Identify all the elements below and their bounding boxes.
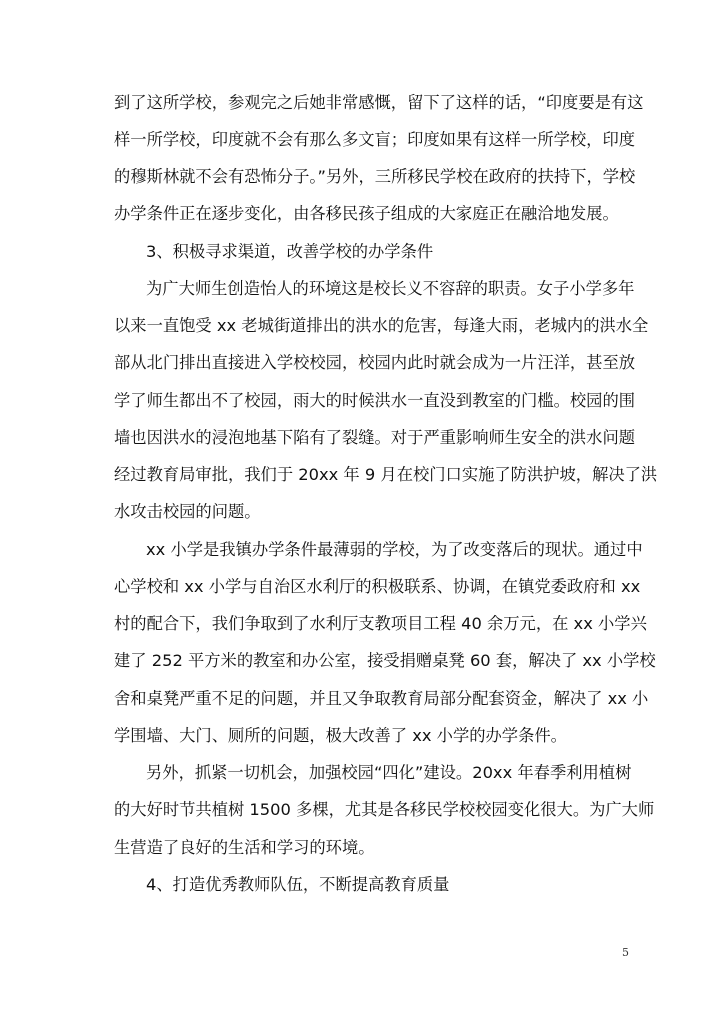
text-line: 村的配合下，我们争取到了水利厅支教项目工程 40 余万元，在 xx 小学兴	[114, 614, 647, 633]
text-line: 经过教育局审批，我们于 20xx 年 9 月在校门口实施了防洪护坡，解决了洪	[114, 465, 658, 484]
text-line: 到了这所学校，参观完之后她非常感慨，留下了这样的话，“印度要是有这	[114, 93, 644, 112]
text-line: 以来一直饱受 xx 老城街道排出的洪水的危害，每逢大雨，老城内的洪水全	[114, 316, 649, 335]
text-line: 另外，抓紧一切机会，加强校园“四化”建设。20xx 年春季利用植树	[146, 763, 632, 782]
text-line: 学围墙、大门、厕所的问题，极大改善了 xx 小学的办学条件。	[114, 726, 567, 745]
text-line: 办学条件正在逐步变化，由各移民孩子组成的大家庭正在融洽地发展。	[114, 204, 619, 223]
text-line: 建了 252 平方米的教室和办公室，接受捐赠桌凳 60 套，解决了 xx 小学校	[114, 651, 656, 670]
text-line: 学了师生都出不了校园，雨大的时候洪水一直没到教室的门槛。校园的围	[114, 391, 636, 410]
text-line: 为广大师生创造怡人的环境这是校长义不容辞的职责。女子小学多年	[146, 279, 635, 298]
section-heading: 3、积极寻求渠道，改善学校的办学条件	[146, 242, 434, 261]
section-heading: 4、打造优秀教师队伍，不断提高教育质量	[146, 875, 450, 894]
text-line: 的穆斯林就不会有恐怖分子。”另外，三所移民学校在政府的扶持下，学校	[114, 167, 636, 186]
text-line: 样一所学校，印度就不会有那么多文盲；印度如果有这样一所学校，印度	[114, 130, 636, 149]
text-line: xx 小学是我镇办学条件最薄弱的学校，为了改变落后的现状。通过中	[146, 540, 643, 559]
text-line: 心学校和 xx 小学与自治区水利厅的积极联系、协调，在镇党委政府和 xx	[114, 577, 641, 596]
text-line: 部从北门排出直接进入学校校园，校园内此时就会成为一片汪洋，甚至放	[114, 353, 636, 372]
page-number: 5	[622, 946, 629, 959]
text-line: 的大好时节共植树 1500 多棵，尤其是各移民学校校园变化很大。为广大师	[114, 800, 655, 819]
text-line: 舍和桌凳严重不足的问题，并且又争取教育局部分配套资金，解决了 xx 小	[114, 689, 649, 708]
text-line: 水攻击校园的问题。	[114, 502, 261, 521]
text-line: 墙也因洪水的浸泡地基下陷有了裂缝。对于严重影响师生安全的洪水问题	[114, 428, 636, 447]
text-line: 生营造了良好的生活和学习的环境。	[114, 838, 375, 857]
